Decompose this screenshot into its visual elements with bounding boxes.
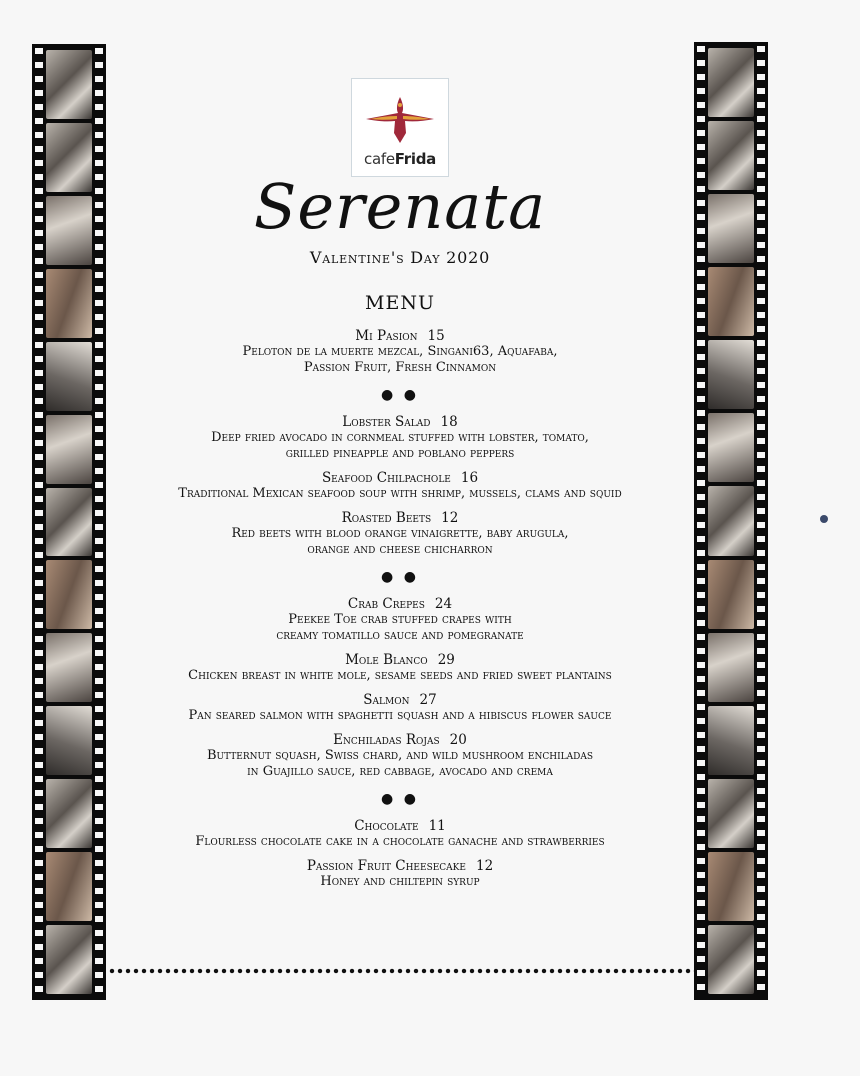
- menu-item-description: Deep fried avocado in cornmeal stuffed with lobster, tomato, grilled pineapple and poblano peppers: [211, 430, 589, 461]
- logo-text: cafeFrida: [364, 150, 436, 168]
- menu-body: [118, 328, 682, 890]
- menu-item: [118, 470, 682, 502]
- menu-item-title: Passion Fruit Cheesecake: [306, 858, 466, 874]
- menu-item-title: Chocolate: [354, 818, 419, 834]
- dotted-divider: [108, 968, 694, 974]
- page-title: Serenata: [253, 170, 547, 243]
- menu-item-name: [118, 470, 682, 486]
- menu-item-price: 20: [449, 732, 467, 748]
- menu-item-title: Crab Crepes: [347, 596, 425, 612]
- menu-item-price: 18: [440, 414, 458, 430]
- bird-icon: [362, 91, 438, 147]
- film-frame-photo: [46, 925, 92, 994]
- menu-item-price: 27: [419, 692, 437, 708]
- section-separator: ● ●: [381, 791, 419, 807]
- menu-item-name: [118, 858, 682, 874]
- menu-item-name: [118, 652, 682, 668]
- menu: [118, 292, 682, 898]
- menu-item-description: Butternut squash, Swiss chard, and wild mushroom enchiladas in Guajillo sauce, red cabbage, avocado and crema: [206, 748, 594, 779]
- menu-item-description: Flourless chocolate cake in a chocolate ganache and strawberries: [195, 834, 605, 849]
- page-subtitle: Valentine's Day 2020: [309, 248, 491, 267]
- film-frame-photo: [46, 415, 92, 484]
- menu-item-price: 12: [475, 858, 494, 874]
- menu-item-name: [118, 510, 682, 526]
- menu-item-description: Peekee Toe crab stuffed crapes with creamy tomatillo sauce and pomegranate: [276, 612, 524, 643]
- menu-item: [118, 414, 682, 462]
- menu-item: [118, 692, 682, 724]
- menu-item-name: [118, 732, 682, 748]
- menu-item-title: Mi Pasion: [355, 328, 418, 344]
- menu-item: [118, 652, 682, 684]
- film-frame-photo: [708, 48, 754, 117]
- film-frame-photo: [708, 852, 754, 921]
- menu-item-title: Salmon: [363, 692, 410, 708]
- film-frame-photo: [708, 267, 754, 336]
- menu-item-description: Pan seared salmon with spaghetti squash and a hibiscus flower sauce: [188, 708, 612, 723]
- film-frame-photo: [708, 925, 754, 994]
- film-frame-photo: [708, 706, 754, 775]
- menu-item-description: Traditional Mexican seafood soup with shrimp, mussels, clams and squid: [178, 486, 622, 501]
- film-frame-photo: [708, 779, 754, 848]
- menu-item-name: [118, 596, 682, 612]
- film-frame-photo: [46, 852, 92, 921]
- menu-item-price: 11: [428, 818, 446, 834]
- cafe-frida-logo: [351, 78, 449, 177]
- section-separator: ● ●: [381, 569, 419, 585]
- film-frame-photo: [46, 706, 92, 775]
- menu-item-title: Seafood Chilpachole: [321, 470, 451, 486]
- menu-item-price: 29: [437, 652, 455, 668]
- menu-item-title: Roasted Beets: [341, 510, 432, 526]
- film-frame-photo: [46, 50, 92, 119]
- menu-item-name: [118, 818, 682, 834]
- film-frame-photo: [708, 413, 754, 482]
- menu-item-title: Mole Blanco: [345, 652, 428, 668]
- film-frame-photo: [46, 269, 92, 338]
- menu-item: [118, 510, 682, 558]
- menu-item-name: [118, 328, 682, 344]
- menu-item-title: Lobster Salad: [342, 414, 431, 430]
- film-frame-photo: [46, 342, 92, 411]
- menu-item: [118, 858, 682, 890]
- menu-item-description: Honey and chiltepin syrup: [320, 874, 480, 889]
- film-frame-photo: [46, 560, 92, 629]
- menu-item: [118, 818, 682, 850]
- menu-heading: MENU: [365, 292, 435, 314]
- menu-item-price: 24: [434, 596, 453, 612]
- menu-item-description: Red beets with blood orange vinaigrette, baby arugula, orange and cheese chicharron: [231, 526, 569, 557]
- film-frame-photo: [46, 779, 92, 848]
- menu-item: [118, 596, 682, 644]
- menu-item-price: 12: [441, 510, 459, 526]
- menu-item-price: 15: [427, 328, 445, 344]
- menu-item: [118, 732, 682, 780]
- menu-item-name: [118, 692, 682, 708]
- film-frame-photo: [46, 488, 92, 557]
- film-frame-photo: [708, 486, 754, 555]
- section-separator: ● ●: [381, 387, 419, 403]
- menu-item-description: Peloton de la muerte mezcal, Singani63, Aquafaba, Passion Fruit, Fresh Cinnamon: [242, 344, 558, 375]
- film-frame-photo: [708, 340, 754, 409]
- film-frame-photo: [708, 560, 754, 629]
- menu-item-title: Enchiladas Rojas: [333, 732, 440, 748]
- menu-item-description: Chicken breast in white mole, sesame seeds and fried sweet plantains: [188, 668, 612, 683]
- menu-item-name: [118, 414, 682, 430]
- menu-item: [118, 328, 682, 376]
- film-frame-photo: [46, 633, 92, 702]
- menu-item-price: 16: [460, 470, 479, 486]
- film-frame-photo: [708, 633, 754, 702]
- decorative-dot: [820, 515, 828, 523]
